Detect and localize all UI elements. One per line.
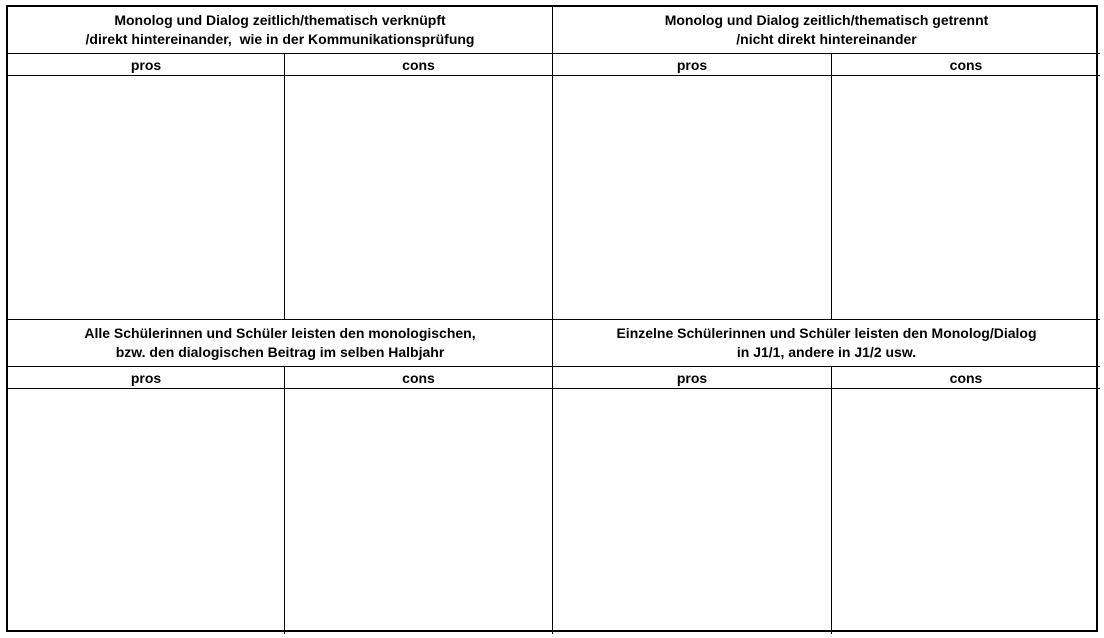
section-3-title-line1: Alle Schülerinnen und Schüler leisten den monologischen, bbox=[84, 325, 476, 341]
section-1-title bbox=[8, 7, 553, 54]
section-3-title-line2: bzw. den dialogischen Beitrag im selben Halbjahr bbox=[115, 344, 445, 360]
section-4-title-line2: in J1/1, andere in J1/2 usw. bbox=[736, 344, 917, 360]
section-1-pros-cell[interactable] bbox=[8, 76, 285, 320]
section-1-cons-header: cons bbox=[285, 54, 553, 76]
section-4-pros-cell[interactable] bbox=[553, 389, 832, 634]
section-2-title-line2: /nicht direkt hintereinander bbox=[736, 31, 917, 47]
section-3-cons-header: cons bbox=[285, 367, 553, 389]
section-3-pros-cell[interactable] bbox=[8, 389, 285, 634]
section-3-pros-header: pros bbox=[8, 367, 285, 389]
section-4-title bbox=[553, 320, 1100, 367]
section-2-title-line1: Monolog und Dialog zeitlich/thematisch getrennt bbox=[664, 12, 989, 28]
section-4-cons-cell[interactable] bbox=[832, 389, 1100, 634]
section-2-title bbox=[553, 7, 1100, 54]
pros-cons-table bbox=[6, 5, 1098, 632]
section-3-cons-cell[interactable] bbox=[285, 389, 553, 634]
section-2-pros-cell[interactable] bbox=[553, 76, 832, 320]
section-1-title-line2: /direkt hintereinander, wie in der Kommunikationsprüfung bbox=[85, 31, 475, 47]
section-4-pros-header: pros bbox=[553, 367, 832, 389]
section-3-title bbox=[8, 320, 553, 367]
section-1-pros-header: pros bbox=[8, 54, 285, 76]
section-2-pros-header: pros bbox=[553, 54, 832, 76]
section-4-cons-header: cons bbox=[832, 367, 1100, 389]
section-2-cons-cell[interactable] bbox=[832, 76, 1100, 320]
section-1-title-line1: Monolog und Dialog zeitlich/thematisch verknüpft bbox=[114, 12, 446, 28]
section-4-title-line1: Einzelne Schülerinnen und Schüler leisten den Monolog/Dialog bbox=[616, 325, 1037, 341]
section-2-cons-header: cons bbox=[832, 54, 1100, 76]
section-1-cons-cell[interactable] bbox=[285, 76, 553, 320]
